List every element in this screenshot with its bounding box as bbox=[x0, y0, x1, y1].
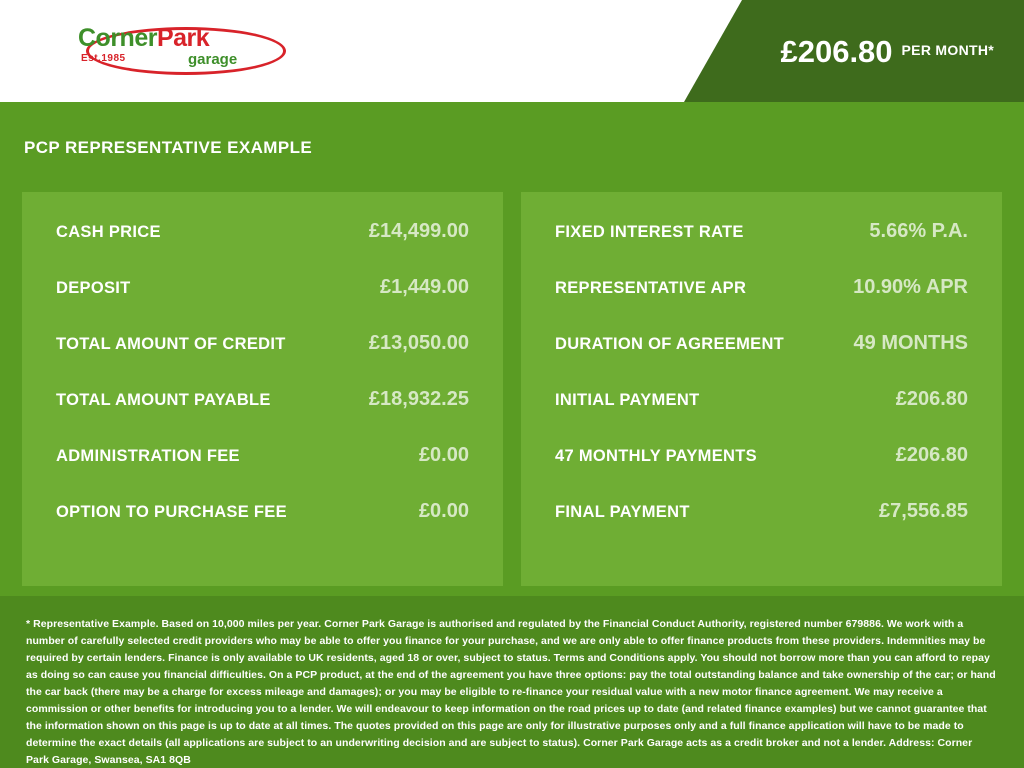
row-label: CASH PRICE bbox=[56, 223, 161, 241]
row-label: REPRESENTATIVE APR bbox=[555, 279, 747, 297]
table-row bbox=[56, 444, 469, 500]
table-row bbox=[555, 332, 968, 388]
row-label: ADMINISTRATION FEE bbox=[56, 447, 240, 465]
disclaimer-section bbox=[0, 596, 1024, 768]
finance-details-panels bbox=[22, 192, 1002, 586]
table-row bbox=[56, 220, 469, 276]
table-row bbox=[555, 500, 968, 556]
row-label: FINAL PAYMENT bbox=[555, 503, 690, 521]
row-value: 10.90% APR bbox=[853, 276, 968, 298]
row-value: 5.66% P.A. bbox=[869, 220, 968, 242]
table-row bbox=[555, 444, 968, 500]
brand-logo bbox=[78, 22, 278, 80]
finance-panel-right bbox=[521, 192, 1002, 586]
logo-wordmark bbox=[78, 24, 209, 53]
row-value: £14,499.00 bbox=[368, 220, 469, 242]
disclaimer-text: * Representative Example. Based on 10,000 miles per year. Corner Park Garage is authorised and regulated by the Financial Conduct Authority, registered number 679886. We work with a number of carefully selected credit providers who may be able to offer you finance for your purchase, and we are only able to offer finance products from these providers. Indemnities may be required by certain lenders. Finance is only available to UK residents, aged 18 or over, subject to status. Terms and Conditions apply. You should not borrow more than you can afford to repay as doing so can cause you financial difficulties. On a PCP product, at the end of the agreement you have three options: pay the total outstanding balance and take ownership of the car; or hand the car back (there may be a charge for excess mileage and damages); or you may be eligible to re-finance your residual value with a new motor finance agreement. We may receive a commission or other benefits for introducing you to a lender. We will endeavour to keep information on the road prices up to date (and related finance examples) but we cannot guarantee that the information shown on this page is up to date at all times. The quotes provided on this page are only for illustrative purposes only and a full finance application will have to be made to determine the exact details (all applications are subject to an underwriting decision and are subject to status). Corner Park Garage acts as a credit broker and not a lender. Address: Corner Park Garage, Swansea, SA1 8QB bbox=[26, 618, 996, 766]
page-title: PCP REPRESENTATIVE EXAMPLE bbox=[24, 138, 313, 157]
row-value: £0.00 bbox=[418, 500, 469, 522]
table-row bbox=[555, 276, 968, 332]
row-label: DURATION OF AGREEMENT bbox=[555, 335, 785, 353]
row-value: £206.80 bbox=[895, 388, 968, 410]
logo-subtext-garage: garage bbox=[188, 51, 238, 68]
monthly-price-group bbox=[780, 0, 994, 102]
table-row bbox=[555, 220, 968, 276]
row-label: TOTAL AMOUNT OF CREDIT bbox=[56, 335, 286, 353]
page-header bbox=[0, 0, 1024, 102]
logo-established-text: Est.1985 bbox=[81, 53, 126, 64]
finance-panel-left bbox=[22, 192, 503, 586]
table-row bbox=[56, 332, 469, 388]
row-value: £1,449.00 bbox=[380, 276, 469, 298]
row-label: DEPOSIT bbox=[56, 279, 131, 297]
row-label: FIXED INTEREST RATE bbox=[555, 223, 744, 241]
logo-word-corner: Corner bbox=[78, 24, 157, 52]
row-label: TOTAL AMOUNT PAYABLE bbox=[56, 391, 271, 409]
monthly-price-suffix: PER MONTH* bbox=[901, 42, 994, 58]
row-value: £18,932.25 bbox=[368, 388, 469, 410]
row-value: £0.00 bbox=[418, 444, 469, 466]
row-value: £7,556.85 bbox=[879, 500, 968, 522]
row-label: INITIAL PAYMENT bbox=[555, 391, 700, 409]
table-row bbox=[555, 388, 968, 444]
row-value: £13,050.00 bbox=[368, 332, 469, 354]
table-row bbox=[56, 276, 469, 332]
table-row bbox=[56, 500, 469, 556]
row-label: OPTION TO PURCHASE FEE bbox=[56, 503, 287, 521]
monthly-price-value: £206.80 bbox=[780, 33, 893, 69]
row-value: £206.80 bbox=[895, 444, 968, 466]
row-value: 49 MONTHS bbox=[853, 332, 968, 354]
row-label: 47 MONTHLY PAYMENTS bbox=[555, 447, 757, 465]
logo-word-park: Park bbox=[156, 24, 210, 52]
table-row bbox=[56, 388, 469, 444]
